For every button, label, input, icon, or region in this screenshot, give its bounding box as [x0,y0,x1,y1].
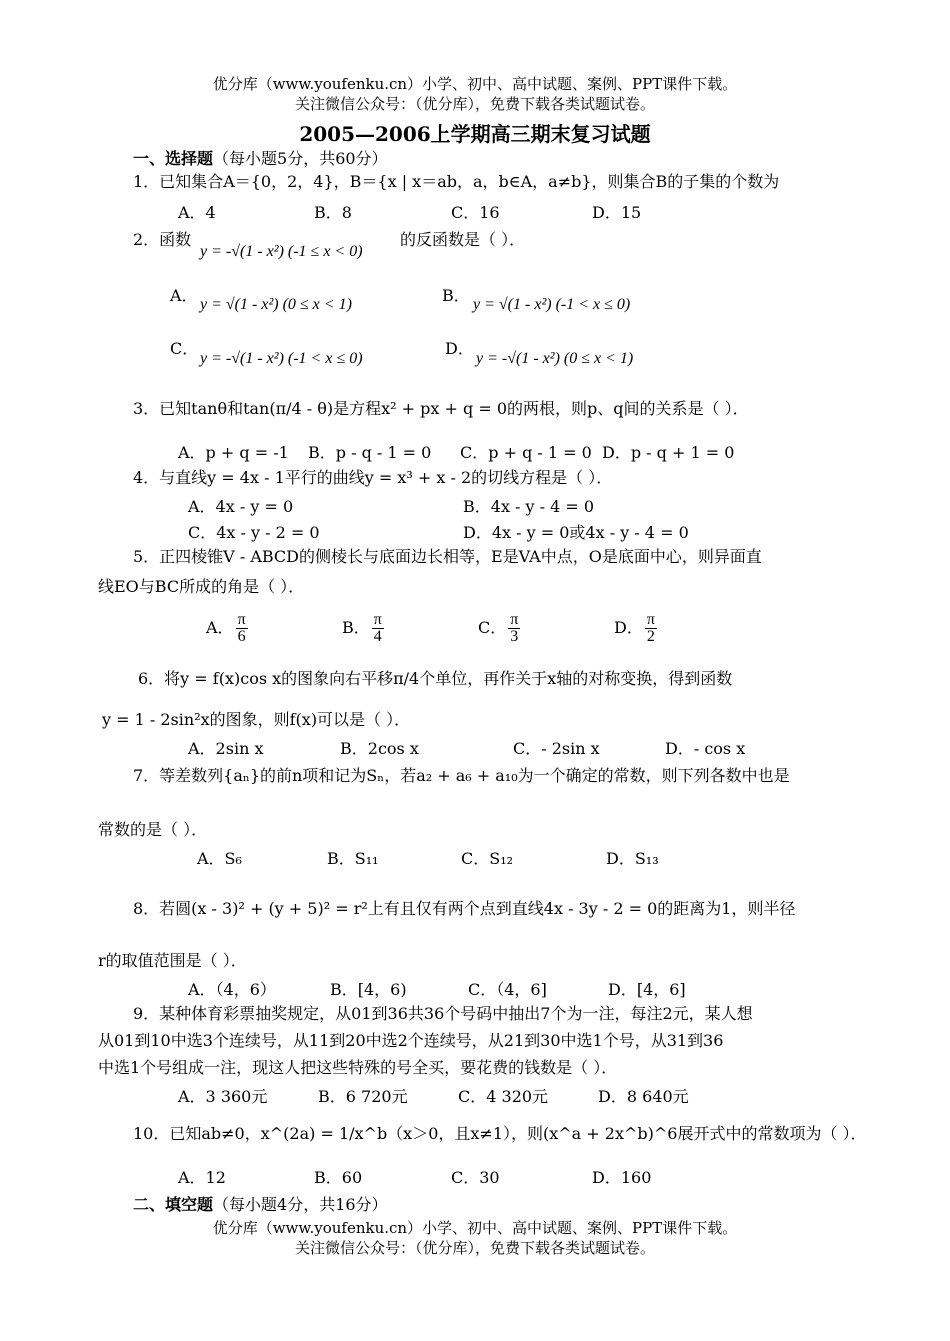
q5-option-a-label: A． [206,618,234,637]
q5-option-b-fraction: $\frac{\pi}{4}$ [373,611,382,645]
q5-option-d-fraction: $\frac{\pi}{2}$ [646,611,655,645]
q8-option-c: C．（4，6] [468,980,547,999]
q10-option-c: C．30 [451,1168,500,1187]
q4-option-c: C．4x - y - 2 = 0 [188,523,320,542]
q8-option-d: D．[4，6] [608,980,686,999]
q6-option-a: A．2sin x [188,739,264,758]
q2-option-a: A． [170,286,198,305]
q5-option-a-den: 6 [237,628,246,645]
q1-option-d: D．15 [592,203,642,222]
q9-option-c: C．4 320元 [458,1087,549,1106]
question-8-line-2: r的取值范围是（ ）． [98,951,247,970]
section-fill-note: （每小题4分，共16分） [213,1195,388,1214]
question-1-number: 1．已知集合 [133,172,224,191]
footer-line-2: 关注微信公众号：（优分库），免费下载各类试题试卷。 [294,1239,655,1257]
q4-option-a: A．4x - y = 0 [188,497,294,516]
question-5-line-1: 5．正四棱锥V - ABCD的侧棱长与底面边长相等，E是VA中点，O是底面中心，则异面直 [133,547,762,566]
q5-option-d [614,612,659,645]
q5-option-a [206,612,250,645]
q2-option-d: D． [445,339,474,358]
q7-option-c: C．S₁₂ [461,849,514,868]
q2-option-d-expr: y = -√(1 - x²) (0 ≤ x < 1) [476,350,634,367]
q3-option-d: D．p - q + 1 = 0 [602,443,735,462]
question-7-line-1: 7．等差数列{aₙ}的前n项和记为Sₙ，若a₂ + a₆ + a₁₀为一个确定的常数，则下列各数中也是 [133,766,790,785]
q1-option-c: C．16 [451,203,500,222]
question-10: 10．已知ab≠0，x^(2a) = 1/x^b（x＞0，且x≠1），则(x^a + 2x^b)^6展开式中的常数项为（ ）． [133,1124,867,1143]
section-choice-heading [133,146,388,169]
header-line-1: 优分库（www.youfenku.cn）小学、初中、高中试题、案例、PPT课件下载。 [212,75,738,93]
q2-option-b-expr: y = √(1 - x²) (-1 < x ≤ 0) [473,296,631,313]
question-4: 4．与直线y = 4x - 1平行的曲线y = x³ + x - 2的切线方程是（ ）． [133,468,613,487]
q6-option-c: C．- 2sin x [513,739,600,758]
question-7-line-2: 常数的是（ ）． [98,820,208,839]
q5-option-c-fraction: $\frac{\pi}{3}$ [510,611,519,645]
question-2-expr: y = -√(1 - x²) (-1 ≤ x < 0) [200,243,363,260]
question-9-line-3: 中选1个号组成一注，现这人把这些特殊的号全买，要花费的钱数是（ ）． [98,1058,618,1077]
q5-option-a-fraction: $\frac{\pi}{6}$ [237,611,246,645]
q3-option-c: C．p + q - 1 = 0 [460,443,592,462]
q7-option-d: D．S₁₃ [606,849,659,868]
footer-line-1: 优分库（www.youfenku.cn）小学、初中、高中试题、案例、PPT课件下载。 [212,1219,738,1237]
section-choice-label: 一、选择题 [133,149,214,168]
page-title: 2005—2006上学期高三期末复习试题 [299,122,651,146]
question-3: 3．已知tanθ和tan(π/4 - θ)是方程x² + px + q = 0的两根，则p、q间的关系是（ ）． [133,399,749,418]
q5-option-c [478,612,522,645]
q3-option-b: B．p - q - 1 = 0 [308,443,432,462]
question-9-line-2: 从01到10中选3个连续号，从11到20中选2个连续号，从21到30中选1个号，从31到36 [98,1031,724,1050]
q5-option-d-den: 2 [646,628,655,645]
question-1-text: A＝{0，2，4}，B＝{x | x＝ab，a，b∈A，a≠b}，则集合B的子集的个数为 [223,172,780,191]
question-1 [133,171,779,193]
q8-option-a: A．（4，6） [188,980,276,999]
question-5-line-2: 线EO与BC所成的角是（ ）． [98,577,305,596]
section-choice-note: （每小题5分，共60分） [213,149,388,168]
q2-option-c-expr: y = -√(1 - x²) (-1 < x ≤ 0) [200,350,363,367]
q5-option-b-label: B． [342,618,370,637]
q10-option-d: D．160 [592,1168,652,1187]
section-fill-label: 二、填空题 [133,1195,214,1214]
q3-option-a: A．p + q = -1 [178,443,289,462]
q6-option-b: B．2cos x [340,739,419,758]
q8-option-b: B．[4，6) [330,980,407,999]
q1-option-a: A．4 [178,203,216,222]
question-6-line-1: 6．将y = f(x)cos x的图象向右平移π/4个单位，再作关于x轴的对称变换，得到函数 [138,669,733,688]
q5-option-d-label: D． [614,618,643,637]
q9-option-d: D．8 640元 [598,1087,689,1106]
question-6-line-2: y = 1 - 2sin²x的图象，则f(x)可以是（ ）． [102,710,411,729]
question-2-tail: 的反函数是（ ）． [400,230,526,249]
q5-option-c-label: C． [478,618,507,637]
q2-option-b: B． [442,286,470,305]
section-fill-heading [133,1192,388,1215]
q2-option-a-expr: y = √(1 - x²) (0 ≤ x < 1) [200,296,352,313]
q10-option-a: A．12 [178,1168,226,1187]
q7-option-a: A．S₆ [197,849,242,868]
q4-option-d: D．4x - y = 0或4x - y - 4 = 0 [463,523,689,542]
q1-option-b: B．8 [314,203,352,222]
q9-option-b: B．6 720元 [318,1087,408,1106]
q7-option-b: B．S₁₁ [327,849,379,868]
q5-option-c-den: 3 [510,628,519,645]
question-8-line-1: 8．若圆(x - 3)² + (y + 5)² = r²上有且仅有两个点到直线4x - 3y - 2 = 0的距离为1，则半径 [133,899,796,918]
q9-option-a: A．3 360元 [178,1087,268,1106]
q4-option-b: B．4x - y - 4 = 0 [463,497,595,516]
q10-option-b: B．60 [314,1168,363,1187]
q6-option-d: D．- cos x [665,739,746,758]
q2-option-c: C． [170,339,199,358]
question-2-lead: 2．函数 [133,230,192,249]
q5-option-b-den: 4 [373,628,382,645]
header-line-2: 关注微信公众号：（优分库），免费下载各类试题试卷。 [294,95,655,113]
q5-option-b [342,612,386,645]
question-9-line-1: 9．某种体育彩票抽奖规定，从01到36共36个号码中抽出7个为一注，每注2元，某人想 [133,1004,753,1023]
